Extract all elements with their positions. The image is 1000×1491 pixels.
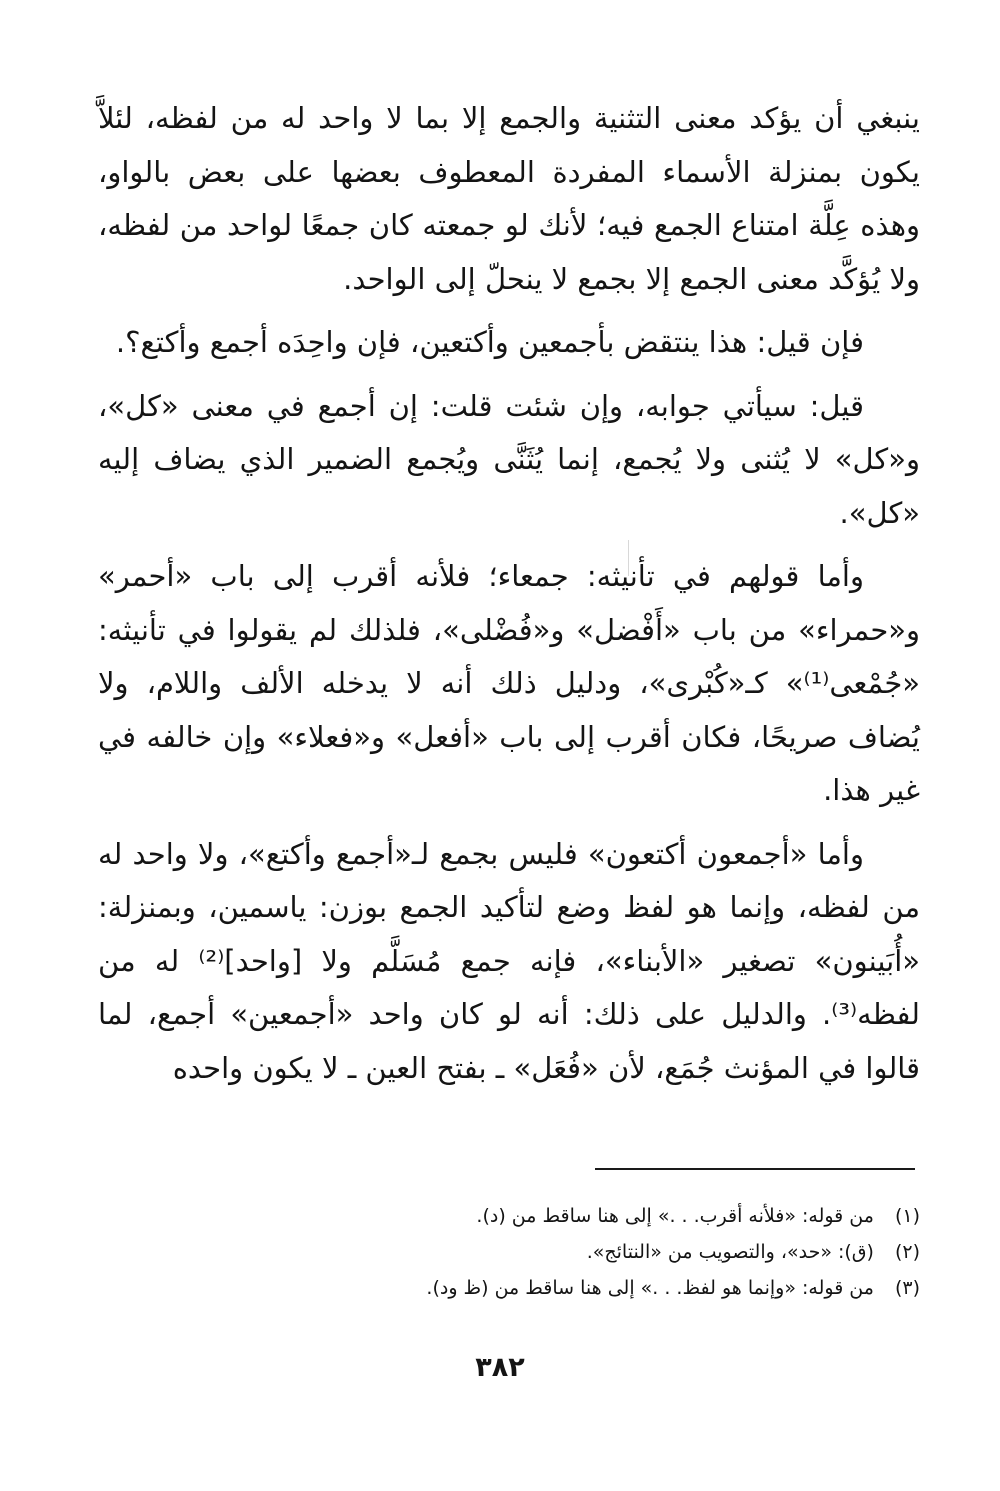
footnote-number: (٣)	[894, 1277, 920, 1299]
footnote-3	[250, 1270, 920, 1306]
footnote-number: (١)	[894, 1205, 920, 1227]
body-text	[98, 92, 920, 1095]
paragraph-3: قيل: سيأتي جوابه، وإن شئت قلت: إن أجمع في معنى «كل»، و«كل» لا يُثنى ولا يُجمع، إنما يُثَنَّى ويُجمع الضمير الذي يضاف إليه «كل».	[98, 388, 920, 530]
paragraph-4: وأما قولهم في تأنيثه: جمعاء؛ فلأنه أقرب إلى باب «أحمر» و«حمراء» من باب «أَفْضل» و«فُضْلى»، فلذلك لم يقولوا في تأنيثه: «جُمْعى⁽¹⁾» كـ«كُبْرى»، ودليل ذلك أنه لا يدخله الألف واللام، ولا يُضاف صريحًا، فكان أقرب إلى باب «أفعل» و«فعلاء» وإن خالفه في غير هذا.	[98, 559, 920, 807]
footnote-text: من قوله: «وإنما هو لفظ. . .» إلى هنا ساقط من (ظ ود).	[426, 1277, 874, 1299]
footnote-text: من قوله: «فلأنه أقرب. . .» إلى هنا ساقط من (د).	[476, 1205, 874, 1227]
page-number: ٣٨٢	[475, 1352, 525, 1383]
paragraph-2: فإن قيل: هذا ينتقض بأجمعين وأكتعين، فإن واحِدَه أجمع وأكتع؟.	[115, 325, 864, 359]
footnote-number: (٢)	[894, 1241, 920, 1263]
paragraph-1: ينبغي أن يؤكد معنى التثنية والجمع إلا بما لا واحد له من لفظه، لئلاَّ يكون بمنزلة الأسماء المفردة المعطوف بعضها على بعض بالواو، وهذه عِلَّة امتناع الجمع فيه؛ لأنك لو جمعته كان جمعًا لواحد من لفظه، ولا يُؤكَّد معنى الجمع إلا بجمع لا ينحلّ إلى الواحد.	[98, 101, 920, 296]
paragraph-5: وأما «أجمعون أكتعون» فليس بجمع لـ«أجمع وأكتع»، ولا واحد له من لفظه، وإنما هو لفظ وضع لتأكيد الجمع بوزن: ياسمين، وبمنزلة: «أُبَينون» تصغير «الأبناء»، فإنه جمع مُسَلَّم ولا [واحد]⁽²⁾ له من لفظه⁽³⁾. والدليل على ذلك: أنه لو كان واحد «أجمعين» أجمع، لما قالوا في المؤنث جُمَع، لأن «فُعَل» ـ بفتح العين ـ لا يكون واحده	[98, 836, 921, 1085]
footnote-2	[250, 1234, 920, 1270]
footnotes	[250, 1198, 920, 1306]
footnote-separator	[595, 1168, 915, 1170]
footnote-1	[250, 1198, 920, 1234]
footnote-text: (ق): «حد»، والتصويب من «النتائج».	[586, 1241, 874, 1263]
